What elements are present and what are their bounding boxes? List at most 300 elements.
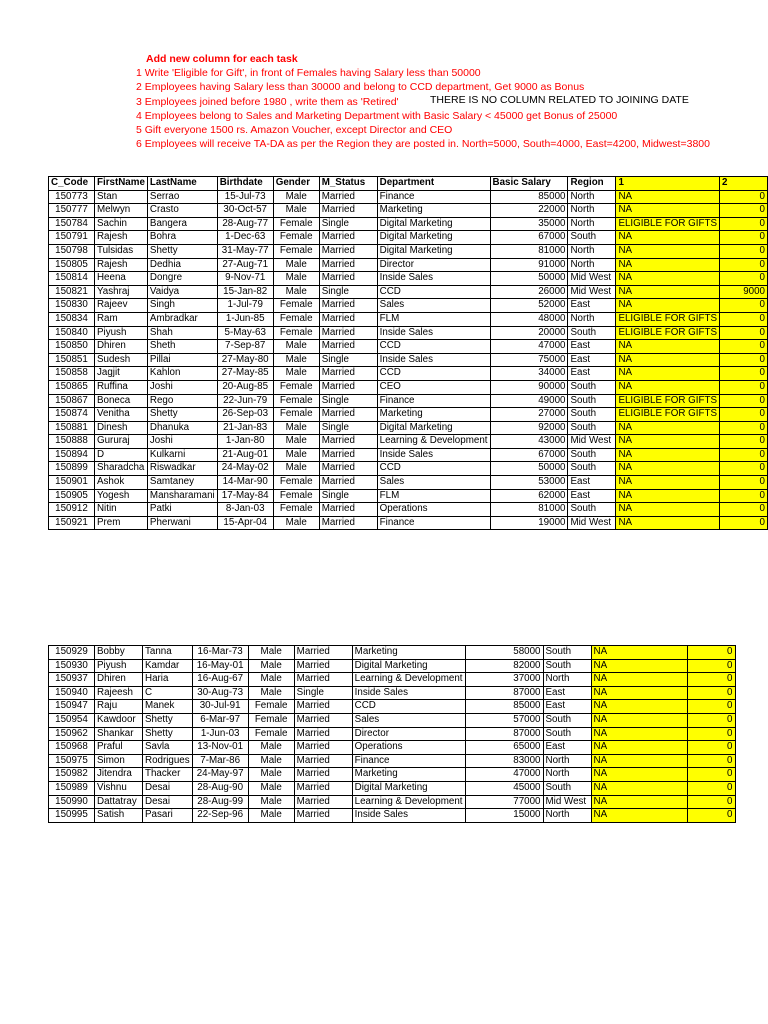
cell-region: East bbox=[543, 686, 591, 700]
cell-last-name: Savla bbox=[143, 741, 193, 755]
cell-c-code: 150830 bbox=[49, 299, 95, 313]
cell-birthdate: 1-Jun-85 bbox=[217, 312, 273, 326]
cell-basic-salary: 53000 bbox=[490, 476, 568, 490]
cell-task2: 0 bbox=[720, 489, 768, 503]
cell-last-name: Pherwani bbox=[147, 516, 217, 530]
cell-basic-salary: 47000 bbox=[465, 768, 543, 782]
table-row bbox=[49, 503, 768, 517]
cell-department: Operations bbox=[352, 741, 465, 755]
cell-last-name: Patki bbox=[147, 503, 217, 517]
cell-c-code: 150881 bbox=[49, 421, 95, 435]
cell-department: Director bbox=[377, 258, 490, 272]
cell-task2: 0 bbox=[687, 646, 735, 660]
cell-task2: 0 bbox=[720, 217, 768, 231]
task-line-5: 5 Gift everyone 1500 rs. Amazon Voucher, except Director and CEO bbox=[136, 124, 453, 137]
cell-task1: NA bbox=[591, 659, 687, 673]
cell-birthdate: 28-Aug-99 bbox=[192, 795, 248, 809]
cell-birthdate: 16-Aug-67 bbox=[192, 673, 248, 687]
cell-task2: 0 bbox=[720, 448, 768, 462]
cell-region: East bbox=[568, 299, 616, 313]
cell-gender: Male bbox=[248, 809, 294, 823]
cell-c-code: 150929 bbox=[49, 646, 95, 660]
cell-m-status: Married bbox=[319, 231, 377, 245]
cell-region: North bbox=[543, 768, 591, 782]
header-last-name: LastName bbox=[147, 177, 217, 191]
cell-m-status: Single bbox=[294, 686, 352, 700]
cell-last-name: Thacker bbox=[143, 768, 193, 782]
cell-last-name: Vaidya bbox=[147, 285, 217, 299]
cell-first-name: Rajeev bbox=[94, 299, 147, 313]
cell-c-code: 150773 bbox=[49, 190, 95, 204]
cell-c-code: 150937 bbox=[49, 673, 95, 687]
cell-gender: Male bbox=[273, 258, 319, 272]
cell-task2: 0 bbox=[720, 244, 768, 258]
header-task2: 2 bbox=[720, 177, 768, 191]
cell-gender: Female bbox=[273, 217, 319, 231]
cell-m-status: Married bbox=[294, 713, 352, 727]
table-row bbox=[49, 272, 768, 286]
cell-m-status: Married bbox=[294, 809, 352, 823]
cell-last-name: Shetty bbox=[147, 244, 217, 258]
cell-m-status: Married bbox=[294, 727, 352, 741]
cell-last-name: Bangera bbox=[147, 217, 217, 231]
cell-task1: NA bbox=[591, 700, 687, 714]
table-row bbox=[49, 700, 736, 714]
cell-first-name: Ruffina bbox=[94, 380, 147, 394]
cell-c-code: 150850 bbox=[49, 340, 95, 354]
cell-task2: 0 bbox=[720, 476, 768, 490]
cell-last-name: Desai bbox=[143, 781, 193, 795]
cell-gender: Male bbox=[248, 754, 294, 768]
cell-basic-salary: 26000 bbox=[490, 285, 568, 299]
cell-c-code: 150899 bbox=[49, 462, 95, 476]
cell-first-name: Prem bbox=[94, 516, 147, 530]
task-line-6: 6 Employees will receive TA-DA as per the Region they are posted in. North=5000, South=4000, East=4200, Midwest=3800 bbox=[136, 138, 710, 151]
cell-basic-salary: 87000 bbox=[465, 727, 543, 741]
table-row bbox=[49, 217, 768, 231]
cell-task1: NA bbox=[616, 340, 720, 354]
cell-first-name: Nitin bbox=[94, 503, 147, 517]
cell-m-status: Married bbox=[319, 299, 377, 313]
task-line-1: 1 Write 'Eligible for Gift', in front of Females having Salary less than 50000 bbox=[136, 67, 481, 80]
cell-task2: 0 bbox=[720, 340, 768, 354]
table-row bbox=[49, 312, 768, 326]
cell-gender: Male bbox=[248, 673, 294, 687]
cell-department: Sales bbox=[377, 476, 490, 490]
cell-first-name: Rajesh bbox=[94, 231, 147, 245]
cell-basic-salary: 43000 bbox=[490, 435, 568, 449]
cell-last-name: Pasari bbox=[143, 809, 193, 823]
header-first-name: FirstName bbox=[94, 177, 147, 191]
cell-first-name: Yashraj bbox=[94, 285, 147, 299]
cell-first-name: Rajeesh bbox=[95, 686, 143, 700]
header-c-code: C_Code bbox=[49, 177, 95, 191]
cell-m-status: Married bbox=[319, 244, 377, 258]
cell-birthdate: 17-May-84 bbox=[217, 489, 273, 503]
cell-region: East bbox=[543, 700, 591, 714]
cell-birthdate: 21-Jan-83 bbox=[217, 421, 273, 435]
cell-task2: 0 bbox=[720, 258, 768, 272]
cell-task1: NA bbox=[591, 781, 687, 795]
cell-c-code: 150798 bbox=[49, 244, 95, 258]
cell-task1: NA bbox=[616, 421, 720, 435]
cell-task1: NA bbox=[591, 754, 687, 768]
table-row bbox=[49, 244, 768, 258]
cell-first-name: Sharadcha bbox=[94, 462, 147, 476]
cell-birthdate: 1-Jul-79 bbox=[217, 299, 273, 313]
cell-task1: NA bbox=[591, 795, 687, 809]
table-row bbox=[49, 476, 768, 490]
cell-basic-salary: 82000 bbox=[465, 659, 543, 673]
cell-first-name: Piyush bbox=[94, 326, 147, 340]
cell-m-status: Single bbox=[319, 285, 377, 299]
header-gender: Gender bbox=[273, 177, 319, 191]
cell-m-status: Single bbox=[319, 353, 377, 367]
cell-department: Finance bbox=[352, 754, 465, 768]
task-line-3: 3 Employees joined before 1980 , write them as 'Retired' bbox=[136, 95, 399, 108]
header-basic-salary: Basic Salary bbox=[490, 177, 568, 191]
cell-region: Mid West bbox=[568, 516, 616, 530]
cell-c-code: 150874 bbox=[49, 408, 95, 422]
header-row bbox=[49, 177, 768, 191]
cell-first-name: Boneca bbox=[94, 394, 147, 408]
cell-basic-salary: 90000 bbox=[490, 380, 568, 394]
cell-gender: Female bbox=[273, 394, 319, 408]
cell-basic-salary: 92000 bbox=[490, 421, 568, 435]
cell-task2: 0 bbox=[720, 272, 768, 286]
cell-first-name: Stan bbox=[94, 190, 147, 204]
cell-task2: 0 bbox=[720, 231, 768, 245]
cell-c-code: 150851 bbox=[49, 353, 95, 367]
cell-gender: Female bbox=[248, 700, 294, 714]
cell-m-status: Married bbox=[294, 741, 352, 755]
cell-first-name: Gururaj bbox=[94, 435, 147, 449]
cell-department: Finance bbox=[377, 394, 490, 408]
cell-birthdate: 28-Aug-77 bbox=[217, 217, 273, 231]
table-row bbox=[49, 231, 768, 245]
table-row bbox=[49, 768, 736, 782]
cell-m-status: Married bbox=[294, 700, 352, 714]
cell-c-code: 150968 bbox=[49, 741, 95, 755]
cell-birthdate: 15-Jul-73 bbox=[217, 190, 273, 204]
cell-department: Inside Sales bbox=[352, 686, 465, 700]
cell-m-status: Married bbox=[319, 258, 377, 272]
cell-last-name: Haria bbox=[143, 673, 193, 687]
cell-m-status: Single bbox=[319, 421, 377, 435]
table-row bbox=[49, 204, 768, 218]
cell-task2: 0 bbox=[720, 367, 768, 381]
employee-table-top bbox=[48, 176, 768, 530]
cell-birthdate: 22-Sep-96 bbox=[192, 809, 248, 823]
cell-basic-salary: 57000 bbox=[465, 713, 543, 727]
cell-first-name: Venitha bbox=[94, 408, 147, 422]
cell-department: Inside Sales bbox=[377, 353, 490, 367]
cell-birthdate: 20-Aug-85 bbox=[217, 380, 273, 394]
cell-basic-salary: 65000 bbox=[465, 741, 543, 755]
cell-department: Digital Marketing bbox=[377, 217, 490, 231]
cell-region: South bbox=[543, 781, 591, 795]
cell-c-code: 150940 bbox=[49, 686, 95, 700]
cell-c-code: 150982 bbox=[49, 768, 95, 782]
cell-basic-salary: 37000 bbox=[465, 673, 543, 687]
cell-task2: 0 bbox=[720, 503, 768, 517]
cell-task1: NA bbox=[591, 646, 687, 660]
cell-basic-salary: 58000 bbox=[465, 646, 543, 660]
cell-last-name: Ambradkar bbox=[147, 312, 217, 326]
table-row bbox=[49, 795, 736, 809]
cell-department: FLM bbox=[377, 312, 490, 326]
cell-basic-salary: 20000 bbox=[490, 326, 568, 340]
cell-last-name: Singh bbox=[147, 299, 217, 313]
cell-birthdate: 30-Aug-73 bbox=[192, 686, 248, 700]
cell-basic-salary: 22000 bbox=[490, 204, 568, 218]
cell-gender: Female bbox=[273, 503, 319, 517]
cell-m-status: Married bbox=[319, 516, 377, 530]
cell-department: Digital Marketing bbox=[377, 244, 490, 258]
table-row bbox=[49, 394, 768, 408]
cell-first-name: Yogesh bbox=[94, 489, 147, 503]
table-row bbox=[49, 727, 736, 741]
cell-basic-salary: 50000 bbox=[490, 462, 568, 476]
cell-birthdate: 1-Jan-80 bbox=[217, 435, 273, 449]
cell-department: Digital Marketing bbox=[352, 659, 465, 673]
cell-first-name: Bobby bbox=[95, 646, 143, 660]
cell-m-status: Married bbox=[294, 659, 352, 673]
instructions-heading: Add new column for each task bbox=[146, 53, 298, 65]
cell-last-name: Dedhia bbox=[147, 258, 217, 272]
cell-c-code: 150814 bbox=[49, 272, 95, 286]
cell-c-code: 150784 bbox=[49, 217, 95, 231]
cell-last-name: Kulkarni bbox=[147, 448, 217, 462]
cell-task2: 0 bbox=[720, 353, 768, 367]
cell-region: East bbox=[568, 340, 616, 354]
cell-m-status: Married bbox=[319, 190, 377, 204]
cell-birthdate: 9-Nov-71 bbox=[217, 272, 273, 286]
cell-task1: NA bbox=[616, 380, 720, 394]
table-row bbox=[49, 421, 768, 435]
cell-task1: NA bbox=[616, 462, 720, 476]
cell-department: Marketing bbox=[352, 646, 465, 660]
cell-m-status: Married bbox=[319, 448, 377, 462]
cell-department: Finance bbox=[377, 190, 490, 204]
cell-c-code: 150791 bbox=[49, 231, 95, 245]
cell-gender: Female bbox=[273, 244, 319, 258]
cell-gender: Female bbox=[273, 231, 319, 245]
cell-gender: Male bbox=[273, 340, 319, 354]
cell-c-code: 150975 bbox=[49, 754, 95, 768]
cell-task2: 0 bbox=[687, 768, 735, 782]
cell-birthdate: 6-Mar-97 bbox=[192, 713, 248, 727]
cell-task1: NA bbox=[591, 768, 687, 782]
cell-c-code: 150901 bbox=[49, 476, 95, 490]
cell-gender: Male bbox=[248, 659, 294, 673]
cell-basic-salary: 91000 bbox=[490, 258, 568, 272]
cell-birthdate: 1-Dec-63 bbox=[217, 231, 273, 245]
table-row bbox=[49, 741, 736, 755]
cell-basic-salary: 87000 bbox=[465, 686, 543, 700]
cell-department: Digital Marketing bbox=[377, 231, 490, 245]
table-row bbox=[49, 646, 736, 660]
cell-m-status: Married bbox=[319, 462, 377, 476]
cell-basic-salary: 67000 bbox=[490, 448, 568, 462]
cell-department: Director bbox=[352, 727, 465, 741]
cell-basic-salary: 45000 bbox=[465, 781, 543, 795]
cell-first-name: Simon bbox=[95, 754, 143, 768]
cell-gender: Male bbox=[273, 272, 319, 286]
cell-task1: NA bbox=[616, 435, 720, 449]
cell-region: North bbox=[568, 244, 616, 258]
cell-department: CCD bbox=[377, 285, 490, 299]
cell-region: South bbox=[568, 231, 616, 245]
cell-gender: Male bbox=[248, 686, 294, 700]
cell-birthdate: 22-Jun-79 bbox=[217, 394, 273, 408]
cell-gender: Male bbox=[273, 462, 319, 476]
cell-birthdate: 27-Aug-71 bbox=[217, 258, 273, 272]
cell-task2: 0 bbox=[687, 686, 735, 700]
cell-region: South bbox=[543, 713, 591, 727]
cell-m-status: Married bbox=[319, 340, 377, 354]
cell-m-status: Married bbox=[294, 646, 352, 660]
table-row bbox=[49, 448, 768, 462]
cell-region: North bbox=[568, 258, 616, 272]
cell-c-code: 150989 bbox=[49, 781, 95, 795]
table-row bbox=[49, 326, 768, 340]
cell-task1: NA bbox=[616, 503, 720, 517]
cell-last-name: Riswadkar bbox=[147, 462, 217, 476]
cell-first-name: Jitendra bbox=[95, 768, 143, 782]
cell-task1: NA bbox=[591, 741, 687, 755]
cell-birthdate: 31-May-77 bbox=[217, 244, 273, 258]
cell-gender: Female bbox=[273, 408, 319, 422]
cell-region: South bbox=[568, 380, 616, 394]
task-line-4: 4 Employees belong to Sales and Marketing Department with Basic Salary < 45000 get Bonus of 25000 bbox=[136, 109, 618, 122]
cell-task1: ELIGIBLE FOR GIFTS bbox=[616, 394, 720, 408]
table-row bbox=[49, 516, 768, 530]
cell-last-name: Rego bbox=[147, 394, 217, 408]
cell-c-code: 150912 bbox=[49, 503, 95, 517]
cell-gender: Female bbox=[273, 489, 319, 503]
cell-first-name: Kawdoor bbox=[95, 713, 143, 727]
cell-gender: Male bbox=[273, 448, 319, 462]
cell-birthdate: 8-Jan-03 bbox=[217, 503, 273, 517]
cell-region: North bbox=[568, 190, 616, 204]
cell-c-code: 150858 bbox=[49, 367, 95, 381]
cell-first-name: Heena bbox=[94, 272, 147, 286]
cell-birthdate: 24-May-02 bbox=[217, 462, 273, 476]
cell-first-name: Piyush bbox=[95, 659, 143, 673]
cell-c-code: 150930 bbox=[49, 659, 95, 673]
table-row bbox=[49, 299, 768, 313]
cell-task1: NA bbox=[616, 516, 720, 530]
cell-region: Mid West bbox=[543, 795, 591, 809]
cell-task2: 0 bbox=[687, 727, 735, 741]
cell-department: Digital Marketing bbox=[352, 781, 465, 795]
cell-task2: 0 bbox=[720, 462, 768, 476]
cell-basic-salary: 34000 bbox=[490, 367, 568, 381]
cell-c-code: 150921 bbox=[49, 516, 95, 530]
cell-gender: Female bbox=[273, 380, 319, 394]
cell-region: South bbox=[568, 326, 616, 340]
cell-c-code: 150995 bbox=[49, 809, 95, 823]
table-row bbox=[49, 435, 768, 449]
cell-task1: NA bbox=[591, 686, 687, 700]
cell-region: North bbox=[543, 809, 591, 823]
cell-task1: NA bbox=[616, 258, 720, 272]
cell-gender: Female bbox=[273, 476, 319, 490]
table-row bbox=[49, 408, 768, 422]
cell-task2: 0 bbox=[720, 408, 768, 422]
cell-m-status: Married bbox=[294, 754, 352, 768]
cell-c-code: 150867 bbox=[49, 394, 95, 408]
cell-m-status: Married bbox=[319, 367, 377, 381]
cell-task2: 0 bbox=[720, 380, 768, 394]
cell-task1: NA bbox=[616, 190, 720, 204]
cell-last-name: Shetty bbox=[143, 727, 193, 741]
cell-c-code: 150947 bbox=[49, 700, 95, 714]
cell-region: North bbox=[543, 673, 591, 687]
cell-first-name: Vishnu bbox=[95, 781, 143, 795]
cell-basic-salary: 81000 bbox=[490, 244, 568, 258]
employee-table-bottom bbox=[48, 645, 736, 823]
cell-task2: 0 bbox=[720, 299, 768, 313]
cell-task1: ELIGIBLE FOR GIFTS bbox=[616, 312, 720, 326]
cell-department: Learning & Development bbox=[352, 673, 465, 687]
table-row bbox=[49, 673, 736, 687]
cell-c-code: 150777 bbox=[49, 204, 95, 218]
cell-last-name: Mansharamani bbox=[147, 489, 217, 503]
cell-last-name: Dhanuka bbox=[147, 421, 217, 435]
cell-region: Mid West bbox=[568, 272, 616, 286]
cell-gender: Male bbox=[273, 204, 319, 218]
cell-first-name: Dhiren bbox=[94, 340, 147, 354]
cell-basic-salary: 27000 bbox=[490, 408, 568, 422]
cell-task2: 0 bbox=[720, 394, 768, 408]
cell-birthdate: 7-Sep-87 bbox=[217, 340, 273, 354]
cell-task2: 0 bbox=[687, 741, 735, 755]
cell-region: South bbox=[543, 727, 591, 741]
cell-last-name: Rodrigues bbox=[143, 754, 193, 768]
cell-task1: NA bbox=[591, 713, 687, 727]
cell-first-name: Dattatray bbox=[95, 795, 143, 809]
cell-department: CCD bbox=[377, 462, 490, 476]
cell-region: North bbox=[568, 312, 616, 326]
cell-first-name: Shankar bbox=[95, 727, 143, 741]
cell-first-name: Rajesh bbox=[94, 258, 147, 272]
cell-m-status: Married bbox=[319, 380, 377, 394]
cell-last-name: Crasto bbox=[147, 204, 217, 218]
cell-task1: NA bbox=[616, 231, 720, 245]
cell-task1: NA bbox=[616, 367, 720, 381]
cell-department: CEO bbox=[377, 380, 490, 394]
cell-task2: 0 bbox=[687, 809, 735, 823]
cell-gender: Male bbox=[273, 516, 319, 530]
cell-region: East bbox=[568, 476, 616, 490]
joining-date-note: THERE IS NO COLUMN RELATED TO JOINING DATE bbox=[430, 94, 689, 106]
cell-department: Inside Sales bbox=[377, 272, 490, 286]
cell-m-status: Married bbox=[319, 503, 377, 517]
cell-department: Inside Sales bbox=[377, 326, 490, 340]
cell-task2: 0 bbox=[720, 190, 768, 204]
cell-first-name: Sudesh bbox=[94, 353, 147, 367]
cell-m-status: Married bbox=[294, 795, 352, 809]
cell-birthdate: 16-May-01 bbox=[192, 659, 248, 673]
cell-basic-salary: 85000 bbox=[490, 190, 568, 204]
cell-gender: Female bbox=[248, 713, 294, 727]
cell-task1: ELIGIBLE FOR GIFTS bbox=[616, 217, 720, 231]
cell-region: Mid West bbox=[568, 285, 616, 299]
cell-last-name: C bbox=[143, 686, 193, 700]
cell-department: Sales bbox=[377, 299, 490, 313]
